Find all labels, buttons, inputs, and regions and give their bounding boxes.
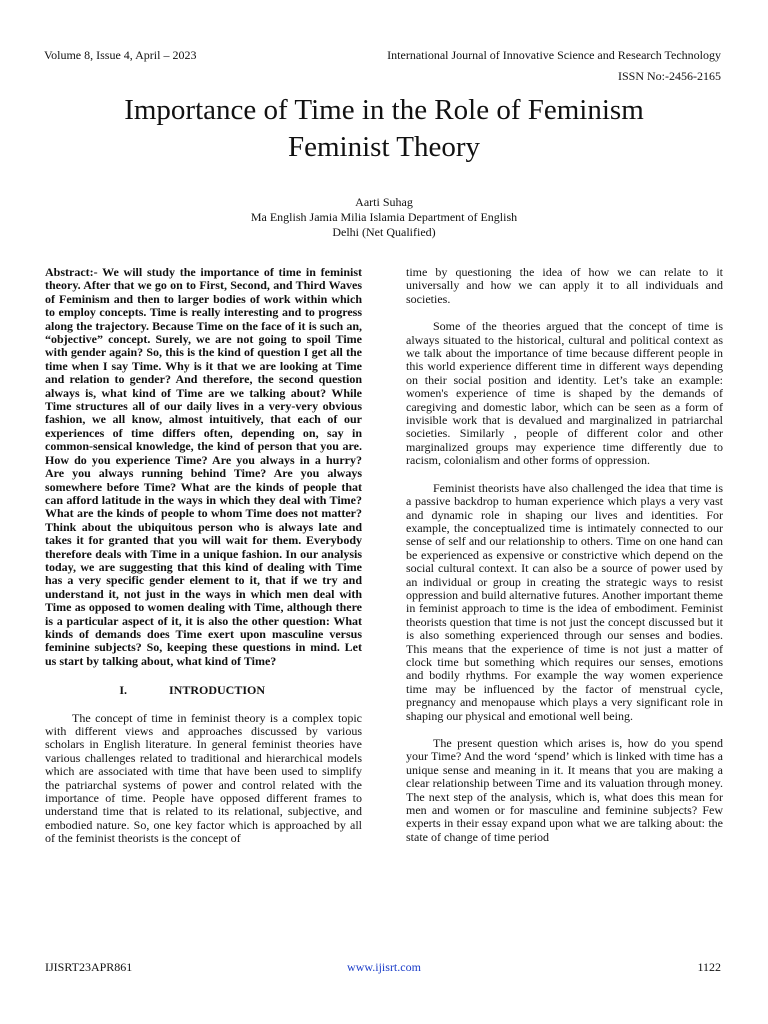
section-title: INTRODUCTION (169, 683, 266, 698)
author-name: Aarti Suhag (355, 195, 413, 209)
paper-title-line-2: Feminist Theory (288, 131, 480, 163)
right-paragraph-feminist-theorists: Feminist theorists have also challenged the idea that time is a passive backdrop to human experience which plays a very vast and dynamic role in shaping our lives and identities. For example, the conceptualized time is intimately connected to our sense of self and our relationship to others. Time on one hand can be experienced as expensive or constrictive which depend on the social cultural context. It can also be a source of power used by an individual or group in creating the strategic ways to resist oppression and build alternative futures. Another important theme in feminist approach to time is the idea of embodiment. Feminist theorists question that time is not just the concept discussed but it is also something experienced through our senses and bodies. This means that the experience of time is not just a matter of clock time but something which requires our senses, emotions and bodily rhythms. For example the way women experience time may be influenced by the factor of menstrual cycle, pregnancy and menopause which plays a very significant role in shaping our physical and emotional well being. (406, 480, 723, 723)
right-paragraph-present-question: The present question which arises is, how do you spend your Time? And the word ‘spend’ which is linked with time has a unique sense and meaning in it. It means that you are making a clear relationship between Time and its valuation through money. The next step of the analysis, which is, what does this mean for men and women or for masculine and feminine subjects? Few experts in their essay expand upon what we are talking about: the state of change of time period (406, 736, 723, 844)
right-column (406, 266, 723, 858)
right-paragraph-theories: Some of the theories argued that the concept of time is always situated to the historical, cultural and political context as we talk about the importance of time because different people in this world experience different time in different ways depending on their social position and identity. Let’s take an example: women's experience of time is shaped by the demands of caregiving and domestic labor, which can be seen as a form of invisible work that is devalued and marginalized in patriarchal societies. Similarly , people of different color and other marginalized groups may experience time differently due to racism, colonialism and other forms of oppression. (406, 319, 723, 468)
left-column (45, 266, 362, 860)
footer-page-number: 1122 (697, 960, 721, 974)
author-block (0, 195, 768, 240)
footer-url-link[interactable]: www.ijisrt.com (347, 960, 421, 974)
right-paragraph-continued: time by questioning the idea of how we can relate to it universally and how we can apply it to all individuals and societies. (406, 265, 723, 306)
intro-paragraph-1: The concept of time in feminist theory is a complex topic with different views and approaches discussed by various scholars in English literature. In general feminist theories have various challenges related to traditional and hierarchical models which are associated with time that have been used to simplify the patriarchal systems of power and control related with the importance of time. People have opposed different frames to understand time that is related to its relational, subjective, and embodied nature. So, one key factor which is approached by all of the feminist theorists is the concept of (45, 710, 362, 846)
issn: ISSN No:-2456-2165 (617, 69, 721, 83)
paper-title (0, 92, 768, 166)
author-affiliation: Ma English Jamia Milia Islamia Department of English (250, 210, 518, 224)
abstract: Abstract:- We will study the importance of time in feminist theory. After that we go on to First, Second, and Third Waves of Feminism and then to larger bodies of work within which to employ concepts. Time is really interesting and to progress along the trajectory. Because Time on the face of it is such an, “objective” concept. Surely, we are not going to spoil Time with gender again? So, this is the kind of question I get all the time when I say Time. Why is it that we are looking at Time and relation to gender? And therefore, the second question always is, what kind of Time are we talking about? While Time structures all of our daily lives in a very-very obvious fashion, we all know, almost intuitively, that each of our experiences of time differs often, depending on, say in common-sensical knowledge, the kind of person that you are. How do you experience Time? Are you always in a hurry? Are you always running behind Time? Are you always somewhere before Time? What are the kinds of people that can afford latitude in the ways in which they deal with Time? What are the kinds of people to whom Time does not matter? Think about the ubiquitous person who is always late and takes it for granted that you will wait for them. Everybody therefore deals with Time in a unique fashion. In our analysis today, we are suggesting that this kind of dealing with Time has a very specific gender element to it, that if we try and understand it, not just in the ways in which men deal with Time as opposed to women dealing with Time, although there is a particular aspect of it, it is also the other question: What kinds of demands does Time exert upon masculine versus feminine subjects? So, keeping these questions in mind. Let us start by talking about, what kind of Time? (45, 265, 362, 668)
footer-paper-id: IJISRT23APR861 (45, 960, 133, 974)
volume-issue: Volume 8, Issue 4, April – 2023 (44, 48, 197, 62)
paper-title-line-1: Importance of Time in the Role of Feminism (124, 94, 644, 126)
journal-name: International Journal of Innovative Science and Research Technology (387, 48, 721, 62)
author-location: Delhi (Net Qualified) (332, 225, 436, 239)
section-heading (45, 684, 362, 697)
section-number: I. (119, 683, 127, 698)
